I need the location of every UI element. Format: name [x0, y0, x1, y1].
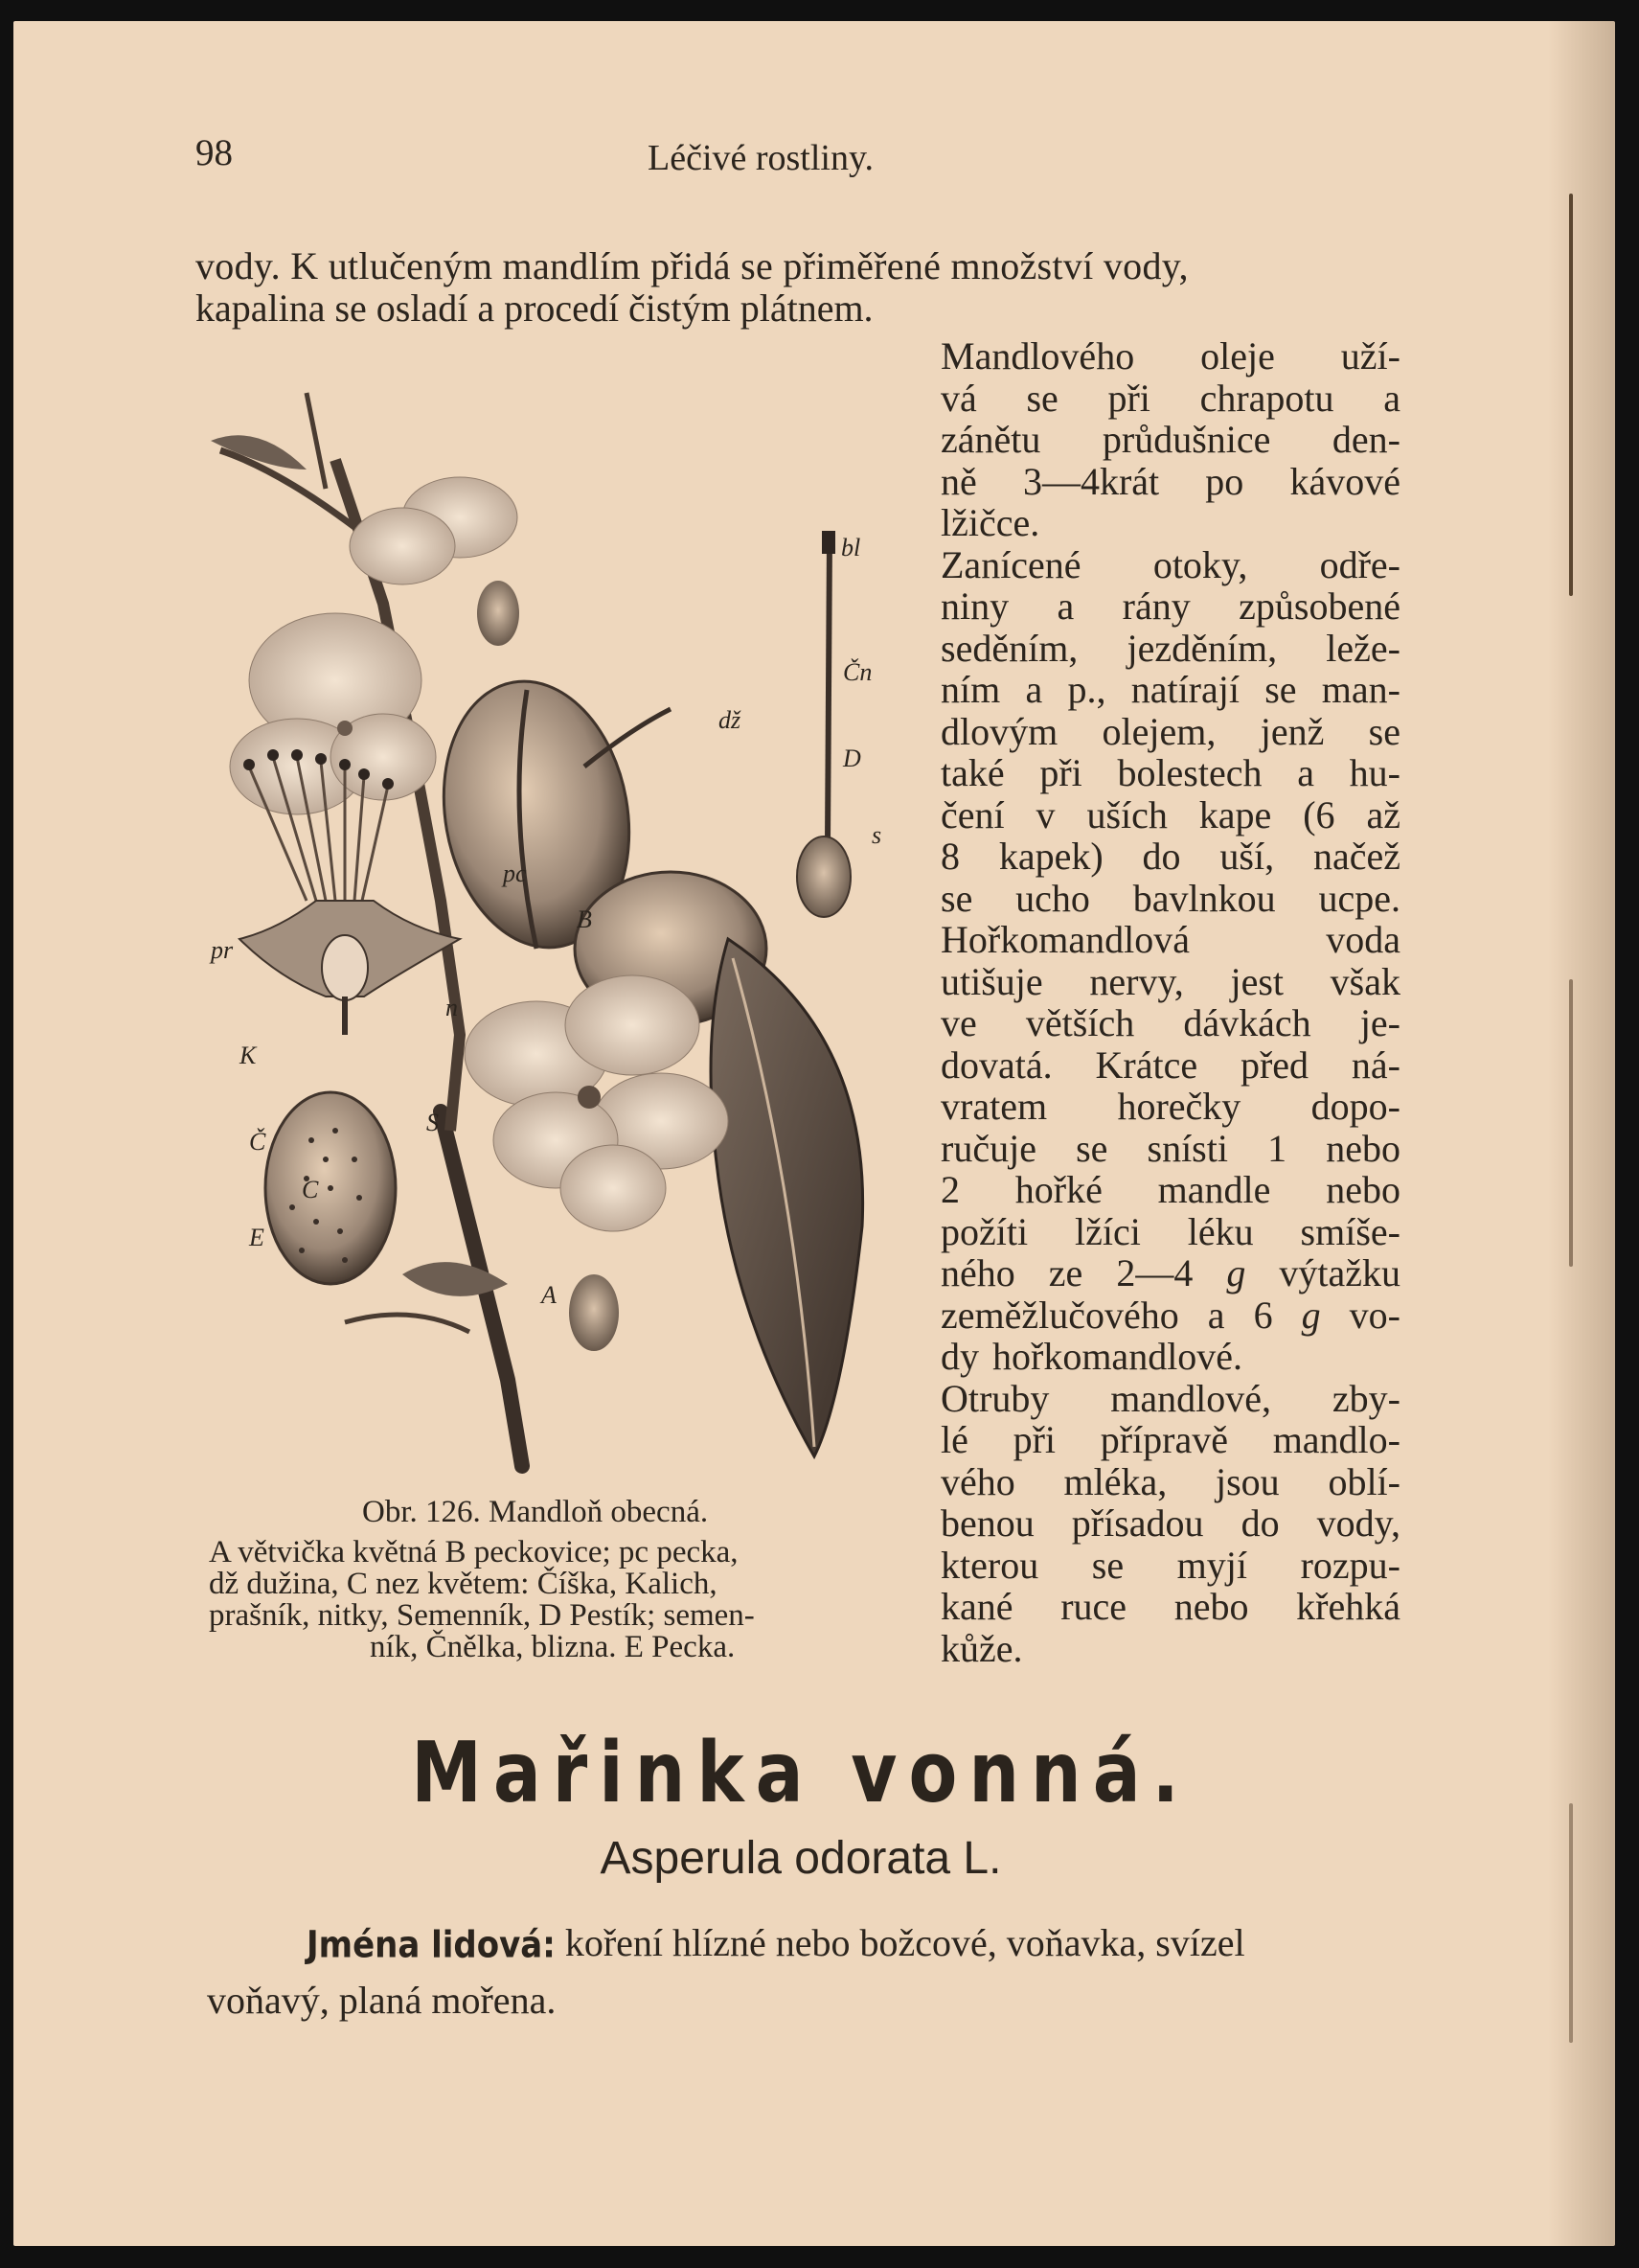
word: odře- — [1319, 542, 1400, 586]
word: kape — [1198, 792, 1272, 836]
intro-line: kapalina se osladí a procedí čistým plátnem. — [195, 286, 874, 330]
word: kapek) — [998, 835, 1104, 878]
right-column-line — [941, 668, 1400, 711]
word: vého — [941, 1459, 1015, 1503]
right-column-line — [941, 626, 1400, 670]
right-column-line — [941, 1418, 1400, 1461]
word: také — [941, 751, 1005, 794]
word: 2 — [941, 1168, 960, 1211]
word: dlovým — [941, 709, 1059, 753]
word: g — [1301, 1293, 1321, 1337]
figure-caption-line: A větvička květná B peckovice; pc pecka, — [209, 1535, 739, 1569]
word: ného — [941, 1251, 1015, 1294]
intro-line: vody. K utlučeným mandlím přidá se přiměřené množství vody, — [195, 244, 1189, 287]
page-spine-shadow — [1548, 21, 1615, 2246]
word: ním — [941, 668, 1001, 711]
word: zánětu — [941, 418, 1041, 461]
right-column-line — [941, 1001, 1400, 1044]
folk-names-label: Jména lidová: — [307, 1923, 556, 1967]
right-column-line — [941, 1501, 1400, 1545]
word: oleje — [1200, 334, 1275, 378]
word: mandlo- — [1272, 1418, 1400, 1461]
word: do — [1241, 1501, 1280, 1545]
figure-caption-title: Obr. 126. Mandloň obecná. — [362, 1495, 709, 1529]
page-number: 98 — [195, 132, 233, 173]
word: zby- — [1332, 1376, 1400, 1420]
word: průdušnice — [1102, 418, 1271, 461]
word: se — [941, 876, 973, 920]
almond-drupe — [423, 667, 766, 1025]
word: při — [1013, 1418, 1057, 1461]
almond-illustration — [211, 364, 900, 1485]
right-column-line — [941, 1335, 1400, 1378]
fig-label-dz: dž — [718, 706, 741, 734]
word: a — [1383, 376, 1400, 420]
fig-label-s: s — [872, 821, 882, 849]
word: Krátce — [1095, 1042, 1198, 1087]
right-column-line — [941, 1585, 1400, 1628]
word: rozpu- — [1300, 1543, 1400, 1587]
word: se — [1368, 709, 1400, 753]
fig-label-e: E — [249, 1224, 264, 1251]
word: 1 — [1267, 1126, 1287, 1170]
right-column-line — [941, 1126, 1400, 1170]
word: myjí — [1176, 1543, 1248, 1587]
right-column-line — [941, 1543, 1400, 1587]
word: vá — [941, 376, 977, 420]
word: požíti — [941, 1209, 1029, 1253]
word: lé — [941, 1418, 968, 1461]
word: Zanícené — [941, 542, 1081, 586]
word: bolestech — [1117, 751, 1263, 794]
right-column-line — [941, 709, 1400, 753]
folk-names-text: koření hlízné nebo božcové, voňavka, svízel — [555, 1921, 1245, 1964]
right-column-line — [941, 837, 1400, 876]
word: uší, — [1219, 835, 1275, 878]
figure-caption-line: ník, Čnělka, blizna. E Pecka. — [370, 1630, 736, 1664]
word: ze — [1048, 1251, 1083, 1294]
word: lžíci — [1075, 1209, 1141, 1253]
almond-stone-diagram — [265, 1092, 396, 1284]
word: ucho — [1015, 876, 1090, 920]
word: po — [1205, 459, 1244, 503]
word: 2—4 — [1116, 1251, 1194, 1294]
word: přípravě — [1100, 1418, 1228, 1461]
word: jsou — [1216, 1459, 1280, 1503]
word: se — [1026, 376, 1059, 420]
word: jest — [1230, 959, 1285, 1003]
word: nebo — [1326, 1126, 1400, 1170]
right-column-line — [941, 792, 1400, 836]
folk-names-line — [307, 1921, 1245, 1967]
right-column-line — [941, 1209, 1400, 1253]
word: ve — [941, 1001, 977, 1044]
flower-open — [465, 975, 728, 1231]
word: uších — [1086, 792, 1168, 836]
word: kávové — [1289, 459, 1400, 503]
word: v — [1036, 792, 1056, 836]
word: čení — [941, 792, 1005, 836]
word: Hořkomandlová — [941, 918, 1190, 961]
word: g — [1226, 1251, 1246, 1294]
right-column-line — [941, 1251, 1400, 1294]
word: a — [1207, 1293, 1225, 1337]
word: nervy, — [1089, 959, 1184, 1003]
word: bavlnkou — [1132, 876, 1276, 920]
word: do — [1142, 835, 1181, 878]
word: křehká — [1296, 1585, 1400, 1628]
word: dy — [941, 1335, 979, 1378]
word: dopo- — [1310, 1085, 1400, 1128]
word: zeměžlučového — [941, 1293, 1179, 1337]
word: nebo — [1326, 1168, 1400, 1211]
word: ručuje — [941, 1126, 1036, 1170]
flower-bud — [569, 1274, 619, 1351]
word: mléka, — [1063, 1459, 1168, 1503]
word: mandlové, — [1110, 1376, 1271, 1420]
word: vody, — [1316, 1501, 1400, 1545]
word: niny — [941, 584, 1010, 628]
word: výtažku — [1279, 1251, 1400, 1294]
word: a — [1297, 751, 1314, 794]
figure-caption-line: dž dužina, C nez květem: Číška, Kalich, — [209, 1567, 717, 1601]
right-column-line — [941, 918, 1400, 961]
right-column-line — [941, 959, 1400, 1003]
word: vratem — [941, 1085, 1048, 1128]
spine-edge-mark — [1569, 979, 1573, 1267]
word: oblí- — [1328, 1459, 1400, 1503]
word: hořké — [1014, 1168, 1103, 1211]
fig-label-cup: Č — [249, 1128, 266, 1156]
right-column-line — [941, 459, 1400, 503]
word: jenž — [1260, 709, 1325, 753]
fig-label-a: A — [541, 1281, 557, 1309]
word: 3—4krát — [1022, 459, 1160, 503]
fig-label-pc: pc — [503, 859, 527, 887]
word: dávkách — [1183, 1001, 1311, 1044]
word: man- — [1321, 668, 1400, 711]
word: Otruby — [941, 1376, 1050, 1420]
word: 8 — [941, 835, 960, 878]
right-column-line — [941, 1042, 1400, 1087]
word: se — [1264, 668, 1297, 711]
word: nebo — [1173, 1585, 1249, 1628]
word: horečky — [1117, 1085, 1241, 1128]
word: a — [1057, 584, 1075, 628]
word: ně — [941, 459, 977, 503]
word: a — [1025, 668, 1043, 711]
running-title: Léčivé rostliny. — [648, 138, 875, 178]
word: při — [1107, 376, 1150, 420]
pistil-diagram — [797, 531, 851, 917]
word: kůže. — [941, 1626, 1023, 1670]
word: ruce — [1060, 1585, 1127, 1628]
right-column-line — [941, 376, 1400, 420]
fig-label-n: n — [445, 994, 458, 1021]
word: chrapotu — [1199, 376, 1334, 420]
fig-label-d: D — [843, 745, 861, 772]
word: léku — [1187, 1209, 1254, 1253]
word: otoky, — [1152, 542, 1248, 586]
figure-caption-line: prašník, nitky, Semenník, D Pestík; semen- — [209, 1598, 755, 1633]
right-column-line — [941, 542, 1400, 586]
right-column-line — [941, 876, 1400, 920]
word: před — [1240, 1042, 1309, 1087]
section-heading: Mařinka vonná. — [411, 1725, 1191, 1822]
word: až — [1366, 792, 1400, 836]
word: seděním, — [941, 626, 1079, 670]
right-column-line — [941, 1626, 1400, 1670]
right-column-line — [941, 1459, 1400, 1503]
word: se — [1076, 1126, 1108, 1170]
word: benou — [941, 1501, 1035, 1545]
word: leže- — [1326, 626, 1400, 670]
word: větších — [1025, 1001, 1135, 1044]
right-column-line — [941, 1168, 1400, 1211]
word: ucpe. — [1318, 876, 1400, 920]
word: vo- — [1349, 1293, 1400, 1337]
word: při — [1039, 751, 1082, 794]
word: ná- — [1351, 1042, 1400, 1087]
word: se — [1091, 1543, 1125, 1587]
word: načež — [1312, 835, 1400, 878]
word: Mandlového — [941, 334, 1135, 378]
word: uží- — [1340, 334, 1400, 378]
word: utišuje — [941, 959, 1043, 1003]
word: voda — [1326, 918, 1400, 961]
word: je- — [1359, 1001, 1400, 1044]
fig-label-cn: Čn — [843, 658, 873, 686]
fig-label-s-ovary: S — [426, 1109, 439, 1136]
word: jezděním, — [1127, 626, 1278, 670]
word: den- — [1332, 418, 1400, 461]
latin-name: Asperula odorata L. — [600, 1833, 1002, 1884]
word: lžičce. — [941, 501, 1040, 544]
fig-label-b: B — [577, 905, 592, 933]
word: (6 — [1303, 792, 1335, 836]
word: dovatá. — [941, 1042, 1053, 1087]
right-column-line — [941, 751, 1400, 794]
word: snísti — [1147, 1126, 1228, 1170]
word: způsobené — [1239, 584, 1400, 628]
fig-label-bl: bl — [841, 534, 861, 561]
right-column-line — [941, 584, 1400, 628]
fig-label-pr: pr — [211, 936, 234, 964]
right-column-line — [941, 1293, 1400, 1337]
spine-edge-mark — [1569, 194, 1573, 596]
word: hu- — [1349, 751, 1400, 794]
folk-names-line: voňavý, planá mořena. — [207, 1979, 557, 2022]
word: rány — [1122, 584, 1191, 628]
word: přísadou — [1071, 1501, 1204, 1545]
fig-label-c: C — [302, 1176, 319, 1203]
word: mandle — [1157, 1168, 1271, 1211]
word: olejem, — [1102, 709, 1217, 753]
fig-label-k: K — [239, 1042, 257, 1069]
word: 6 — [1253, 1293, 1273, 1337]
right-column-line — [941, 1376, 1400, 1420]
word: natírají — [1130, 668, 1240, 711]
right-column-line — [941, 418, 1400, 461]
word: p., — [1067, 668, 1106, 711]
word: smíše- — [1300, 1209, 1400, 1253]
right-column-line — [941, 1085, 1400, 1128]
word: kané — [941, 1585, 1013, 1628]
word: však — [1330, 959, 1400, 1003]
word: kterou — [941, 1543, 1039, 1587]
word: hořkomandlové. — [992, 1335, 1243, 1378]
right-column-line — [941, 334, 1400, 378]
right-column-line — [941, 501, 1400, 544]
